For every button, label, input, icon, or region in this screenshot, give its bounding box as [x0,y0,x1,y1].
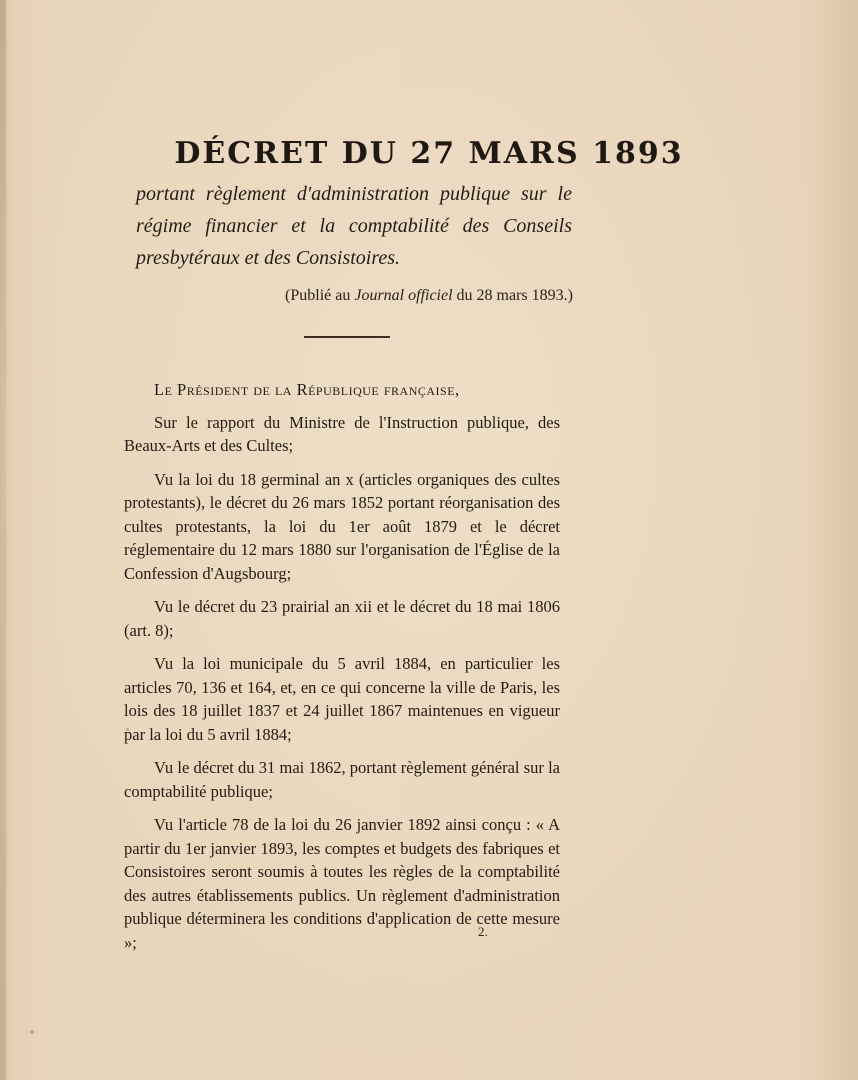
paragraph-loi-municipale: Vu la loi municipale du 5 avril 1884, en particulier les articles 70, 136 et 164, et, en ce qui concerne la ville de Paris, les lois des 18 juillet 1837 et 24 juillet 1867 maintenues en vigueur par la loi du 5 avril 1884; [124,654,560,744]
page-number: 2. [478,924,488,939]
paper-spot [126,728,129,731]
separator-rule [304,336,390,338]
paragraph-prairial: Vu le décret du 23 prairial an xii et le décret du 18 mai 1806 (art. 8); [124,597,560,640]
paragraph-decret-1862: Vu le décret du 31 mai 1862, portant règlement général sur la comptabilité publique; [124,758,560,801]
publication-note [0,287,858,305]
decree-title: DÉCRET DU 27 MARS 1893 [174,136,684,171]
paper-spot [30,1030,34,1034]
decree-subtitle: portant règlement d'administration publique sur le régime financier et la comptabilité des Conseils presbytéraux et des Consistoires. [136,183,572,269]
paragraph-germinal: Vu la loi du 18 germinal an x (articles organiques des cultes protestants), le décret du 26 mars 1852 portant réorganisation des cultes protestants, la loi du 1er août 1879 et le décret réglementaire du 12 mars 1880 sur l'organisation de l'Église de la Confession d'Augsbourg; [124,469,560,583]
paragraph-article-78: Vu l'article 78 de la loi du 26 janvier 1892 ainsi conçu : « A partir du 1er janvier 1893, les comptes et budgets des fabriques et Consistoires seront soumis à toutes les règles de la comptabilité des autres établissements publics. Un règlement d'administration publique déterminera les conditions d'application de cette mesure »; [124,815,560,952]
publication-prefix: (Publié au [285,287,355,304]
publication-suffix: du 28 mars 1893.) [452,287,573,304]
president-heading: Le Président de la République française, [154,380,460,399]
publication-journal: Journal officiel [354,287,453,304]
paragraph-rapport: Sur le rapport du Ministre de l'Instruction publique, des Beaux-Arts et des Cultes; [124,412,560,455]
decree-body [124,378,560,964]
